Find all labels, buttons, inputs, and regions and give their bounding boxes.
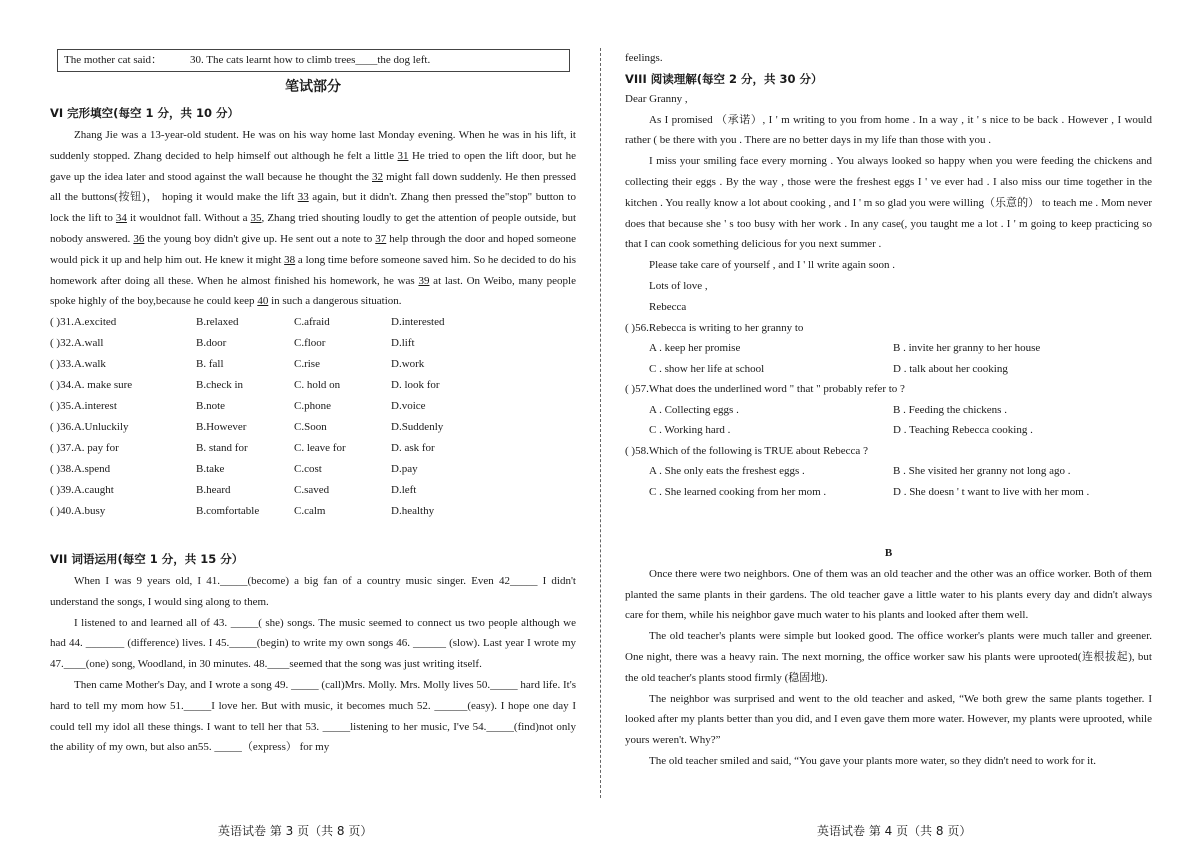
passage-text: at last. On Weibo, many people spoke highly of the boy,because he could keep xyxy=(50,274,576,308)
cloze-option: C.floor xyxy=(294,337,326,350)
blank-32: 32 xyxy=(372,170,383,183)
cloze-option: C.phone xyxy=(294,400,331,413)
passage-b-label: B xyxy=(884,547,893,559)
q56-options-row-1 xyxy=(625,338,1152,359)
cloze-option: D.work xyxy=(391,358,425,371)
cloze-option: C.Soon xyxy=(294,421,327,434)
cloze-option-row xyxy=(50,480,576,501)
left-page xyxy=(50,0,576,847)
blank-34: 34 xyxy=(115,212,127,225)
letter-paragraph-3: Please take care of yourself , and I ' ll write again soon . xyxy=(649,259,896,272)
section-viii-heading: VIII 阅读理解(每空 2 分，共 30 分） xyxy=(625,71,823,86)
option-b: B . She visited her granny not long ago . xyxy=(893,465,1071,478)
cloze-option: ( )36.A.Unluckily xyxy=(50,421,129,434)
cloze-option: B. fall xyxy=(196,358,224,371)
cloze-option-row xyxy=(50,438,576,459)
cloze-option: D.voice xyxy=(391,400,426,413)
cloze-option: B.note xyxy=(196,400,226,413)
cloze-option: C.saved xyxy=(294,484,330,497)
blank-33: 33 xyxy=(297,191,309,204)
cloze-option: ( )31.A.excited xyxy=(50,316,117,329)
reading-a xyxy=(625,48,1152,502)
cloze-option: B.door xyxy=(196,337,227,350)
question-58 xyxy=(625,441,1152,462)
cloze-option: D. look for xyxy=(391,379,440,392)
section-vi-heading: VI 完形填空(每空 1 分，共 10 分） xyxy=(50,106,239,120)
cloze-option: ( )39.A.caught xyxy=(50,484,114,497)
cloze-option: ( )35.A.interest xyxy=(50,400,117,413)
question-57 xyxy=(625,379,1152,400)
passage-text: it wouldnot fall. Without a xyxy=(126,212,251,225)
section-vii-heading: VII 词语运用(每空 1 分，共 15 分） xyxy=(50,552,244,566)
question-text: ( )56.Rebecca is writing to her granny to xyxy=(625,321,804,334)
q57-options-row-2 xyxy=(625,420,1152,441)
q58-options-row-2 xyxy=(625,482,1152,503)
cloze-option-row xyxy=(50,501,576,522)
option-a: A . keep her promise xyxy=(649,342,741,355)
blank-40: 40 xyxy=(257,295,269,308)
word-use-paragraph-2: I listened to and learned all of 43. _____( she) songs. The music seemed to connect us two people although we had 44. _______ (difference) lives. I 45._____(begin) to write my own songs 46. ______ (slow). Last year I wrote my 47.____(one) song, Woodland, in 30 minutes. 48.____seemed that the song was just writing itself. xyxy=(50,616,576,671)
letter-paragraph-2: I miss your smiling face every morning . You always looked so happy when you were feeding the chickens and collecting their eggs . By the way , those were the freshest eggs I ' ve ever had . I also miss our time together in the kitchen . You really know a lot about cooking , and I ' m so glad you were willing（乐意的） to teach me . Mom never does that because she ' s too busy with her work . In any case(, you taught me a lot . I ' m going to keep practicing so that I can cook something delicious for you next summer . xyxy=(625,155,1152,251)
cloze-option: B.However xyxy=(196,421,247,434)
letter-closing: Lots of love , xyxy=(649,279,708,292)
passage-text: , Zhang tried shouting loudly to get the attention of people outside, but nobody answered. xyxy=(50,212,576,245)
cloze-option: B.take xyxy=(196,463,225,476)
letter-greeting: Dear Granny , xyxy=(625,92,688,105)
cloze-option: D.lift xyxy=(391,337,415,350)
section-vii xyxy=(50,551,576,758)
cloze-option: C. hold on xyxy=(294,379,341,392)
option-b: B . Feeding the chickens . xyxy=(893,403,1007,416)
cloze-option: B.check in xyxy=(196,379,244,392)
cloze-option: D.interested xyxy=(391,316,445,329)
section-vi xyxy=(50,105,576,522)
q58-options-row-1 xyxy=(625,461,1152,482)
question-56 xyxy=(625,318,1152,339)
cloze-passage xyxy=(50,125,576,312)
cloze-option-row xyxy=(50,396,576,417)
cloze-option: ( )33.A.walk xyxy=(50,358,106,371)
box-question-30: 30. The cats learnt how to climb trees____the dog left. xyxy=(190,54,431,66)
box-left-text: The mother cat said： xyxy=(64,54,163,66)
option-d: D . She doesn ' t want to live with her mom . xyxy=(893,485,1090,498)
cloze-option-row xyxy=(50,375,576,396)
blank-39: 39 xyxy=(418,274,430,287)
cloze-option: D.Suddenly xyxy=(391,421,444,434)
story-paragraph-3: The neighbor was surprised and went to the old teacher and asked, “We both grew the same plants together. I looked after my plants better than you did, and I even gave them more water. However, my plants were uprooted, while yours weren't. Why?” xyxy=(625,692,1152,747)
cloze-option: ( )40.A.busy xyxy=(50,505,106,518)
cloze-option: ( )37.A. pay for xyxy=(50,442,119,455)
option-c: C . She learned cooking from her mom . xyxy=(649,485,827,498)
passage-text: again, but it didn't. Zhang then pressed the"stop" button to lock the lift to xyxy=(50,191,576,225)
letter-signature: Rebecca xyxy=(649,300,687,313)
cloze-option: B. stand for xyxy=(196,442,248,455)
passage-text: help through the door and hoped someone would pick it up and help him out. He knew it might xyxy=(50,232,576,266)
passage-text: a long time before someone saved him. So he decided to do his homework after doing all these. When he almost finished his homework, he was xyxy=(50,253,576,287)
cloze-option: C.cost xyxy=(294,463,322,476)
cloze-options xyxy=(50,312,576,522)
blank-35: 35 xyxy=(250,212,262,225)
cloze-option: ( )38.A.spend xyxy=(50,463,111,476)
cloze-option-row xyxy=(50,333,576,354)
cloze-option-row xyxy=(50,312,576,333)
option-c: C . Working hard . xyxy=(649,424,731,437)
passage-text: in such a dangerous situation. xyxy=(268,295,402,308)
cloze-option: C.rise xyxy=(294,358,320,371)
cloze-option: D.left xyxy=(391,484,417,497)
written-part-title: 笔试部分 xyxy=(285,79,341,95)
cloze-option: B.relaxed xyxy=(196,316,239,329)
option-b: B . invite her granny to her house xyxy=(893,342,1041,355)
story-paragraph-4: The old teacher smiled and said, “You gave your plants more water, so they didn't need to work for it. xyxy=(649,754,1097,767)
reading-b xyxy=(625,543,1152,772)
option-a: A . Collecting eggs . xyxy=(649,403,739,416)
story-paragraph-1: Once there were two neighbors. One of them was an old teacher and the other was an office worker. Both of them planted the same plants in their gardens. The old teacher gave a little water to his plants every day and didn't always care for them, while his neighbor gave much water to his plants and looked after them well. xyxy=(625,567,1152,622)
passage-text: the young boy didn't give up. He sent out a note to xyxy=(144,232,376,245)
option-c: C . show her life at school xyxy=(649,362,765,375)
cloze-option: D.pay xyxy=(391,463,418,476)
blank-36: 36 xyxy=(133,232,145,245)
q56-options-row-2 xyxy=(625,359,1152,380)
cloze-option: B.heard xyxy=(196,484,231,497)
right-page xyxy=(625,0,1152,847)
blank-31: 31 xyxy=(397,149,409,162)
footer-page-4: 英语试卷 第 4 页（共 8 页） xyxy=(817,824,972,838)
passage-text: might fall down suddenly. He then pressed all the buttons(按钮)， hoping it would make the lift xyxy=(50,170,576,204)
option-d: D . talk about her cooking xyxy=(893,362,1008,375)
question-text: ( )58.Which of the following is TRUE about Rebecca ? xyxy=(625,444,868,457)
cloze-option: C.afraid xyxy=(294,316,330,329)
option-a: A . She only eats the freshest eggs . xyxy=(649,465,805,478)
word-use-paragraph-3: Then came Mother's Day, and I wrote a song 49. _____ (call)Mrs. Molly. Mrs. Molly lives 50._____ hard life. It's hard to tell my mom how 51._____I love her. But with music, it becomes much 52. ______(easy). I hope one day I could tell my idol all these things. I want to tell her that 53. _____listening to her music, I've 54._____(find)not only the ability of my own, but also an55. _____（express） for my xyxy=(50,678,576,754)
option-d: D . Teaching Rebecca cooking . xyxy=(893,424,1033,437)
passage-text: Zhang Jie was a 13-year-old student. He was on his way home last Monday evening. When he was in his lift, it suddenly stopped. Zhang decided to help himself out although he felt a little xyxy=(50,129,576,162)
word-use-paragraph-1: When I was 9 years old, I 41._____(become) a big fan of a country music singer. Even 42_____ I didn't understand the songs, I would sing along to them. xyxy=(50,575,576,608)
letter-paragraph-1: As I promised （承诺）, I ' m writing to you from home . In a way , it ' s nice to be back . However , I would rather ( be there with you . There are no better days in my life than those with you . xyxy=(625,113,1152,147)
cloze-option: ( )34.A. make sure xyxy=(50,379,133,392)
passage-text: He tried to open the lift door, but he gave up the idea later and stood against the wall because he thought the xyxy=(50,149,576,183)
cloze-option: D. ask for xyxy=(391,442,435,455)
page-divider xyxy=(600,48,601,798)
cloze-option: C. leave for xyxy=(294,442,346,455)
cloze-option: B.comfortable xyxy=(196,505,260,518)
question-text: ( )57.What does the underlined word " that " probably refer to ? xyxy=(625,383,905,396)
q57-options-row-1 xyxy=(625,400,1152,421)
feelings-text: feelings. xyxy=(625,52,663,64)
cloze-option: ( )32.A.wall xyxy=(50,337,104,350)
blank-38: 38 xyxy=(284,253,296,266)
footer-page-3: 英语试卷 第 3 页（共 8 页） xyxy=(218,824,373,838)
cloze-option-row xyxy=(50,417,576,438)
cloze-option-row xyxy=(50,354,576,375)
cloze-option: C.calm xyxy=(294,505,326,518)
cloze-option: D.healthy xyxy=(391,505,435,518)
blank-37: 37 xyxy=(375,232,387,245)
story-paragraph-2: The old teacher's plants were simple but looked good. The office worker's plants were much taller and greener. One night, there was a heavy rain. The next morning, the office worker saw his plants were uprooted(连根拔起), but the old teacher's plants stood firmly (稳固地). xyxy=(625,630,1152,684)
cloze-option-row xyxy=(50,459,576,480)
